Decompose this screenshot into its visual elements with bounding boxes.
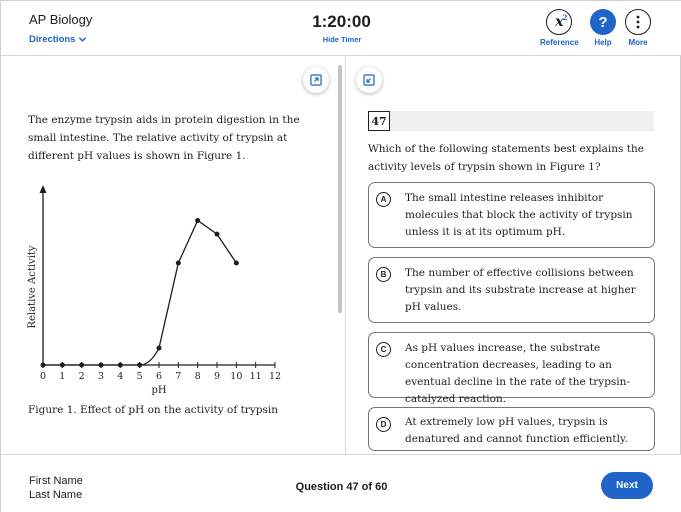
course-title: AP Biology <box>29 12 93 27</box>
x-tick-label: 5 <box>136 371 143 382</box>
figure-caption: Figure 1. Effect of pH on the activity of trypsin <box>28 404 278 416</box>
data-point <box>60 363 65 368</box>
chevron-down-icon <box>78 35 87 44</box>
x-tick-label: 10 <box>230 371 243 382</box>
y-axis-label: Relative Activity <box>27 245 38 329</box>
reference-button[interactable] <box>540 9 579 47</box>
data-point <box>118 363 123 368</box>
question-number-bar <box>368 111 654 131</box>
reference-glyph: x <box>555 14 564 30</box>
x-tick-label: 0 <box>39 371 47 382</box>
option-letter-a: A <box>376 192 391 207</box>
reference-superscript: 2 <box>562 13 568 22</box>
option-text-b: The number of effective collisions between trypsin and its substrate increase at higher pH values. <box>405 267 636 313</box>
x-tick-label: 9 <box>213 371 221 382</box>
header-bar <box>1 1 681 56</box>
data-point <box>157 346 162 351</box>
directions-toggle[interactable] <box>29 34 87 45</box>
option-letter-c: C <box>376 342 391 357</box>
help-icon <box>590 9 616 35</box>
more-button[interactable] <box>625 9 651 47</box>
expand-question-button[interactable] <box>356 67 382 93</box>
answer-option-d[interactable] <box>368 407 655 451</box>
help-label: Help <box>594 38 612 47</box>
x-tick-label: 8 <box>194 371 201 382</box>
footer-bar <box>1 454 681 512</box>
x-tick-label: 1 <box>59 371 66 382</box>
data-point <box>137 363 142 368</box>
answer-option-b[interactable] <box>368 257 655 323</box>
x-tick-label: 6 <box>155 371 163 382</box>
option-text-c: As pH values increase, the substrate concentration decreases, leading to an eventual decline in the rate of the trypsin-catalyzed reaction. <box>405 342 630 405</box>
data-point <box>41 363 46 368</box>
data-point <box>215 232 220 237</box>
trypsin-activity-chart <box>19 175 289 405</box>
data-point <box>195 218 200 223</box>
collapse-icon <box>363 74 375 86</box>
x-axis-label: pH <box>151 385 167 396</box>
expand-icon <box>310 74 322 86</box>
help-button[interactable] <box>590 9 616 47</box>
pane-divider[interactable] <box>345 57 346 454</box>
data-point <box>176 261 181 266</box>
activity-line <box>43 221 236 366</box>
question-prompt: Which of the following statements best explains the activity levels of trypsin shown in Figure 1? <box>368 143 644 173</box>
x-tick-label: 11 <box>249 371 262 382</box>
help-glyph: ? <box>598 13 608 31</box>
more-vertical-icon <box>625 9 651 35</box>
option-text-a: The small intestine releases inhibitor molecules that block the activity of trypsin unless it is at its optimum pH. <box>405 192 633 238</box>
question-pane <box>347 57 681 454</box>
expand-stimulus-button[interactable] <box>303 67 329 93</box>
stimulus-pane <box>1 57 337 454</box>
y-axis-arrow <box>40 185 47 193</box>
question-progress[interactable]: Question 47 of 60 <box>295 481 388 493</box>
data-point <box>79 363 84 368</box>
stimulus-text: The enzyme trypsin aids in protein digestion in the small intestine. The relative activity of trypsin at different pH values is shown in Figure 1. <box>28 114 300 162</box>
option-letter-d: D <box>376 417 391 432</box>
question-number: 47 <box>368 111 390 131</box>
option-text-d: At extremely low pH values, trypsin is denatured and cannot function efficiently. <box>405 416 628 445</box>
x-tick-label: 2 <box>78 371 85 382</box>
option-letter-b: B <box>376 267 391 282</box>
reference-label: Reference <box>540 38 579 47</box>
student-first-name: First Name <box>29 475 83 487</box>
answer-option-c[interactable] <box>368 332 655 405</box>
directions-label: Directions <box>29 34 76 45</box>
student-last-name: Last Name <box>29 489 83 501</box>
x-tick-label: 4 <box>117 371 124 382</box>
hide-timer-button[interactable]: Hide Timer <box>322 35 362 44</box>
x-tick-label: 12 <box>268 371 282 382</box>
more-label: More <box>628 38 648 47</box>
reference-icon <box>546 9 572 35</box>
data-point <box>99 363 104 368</box>
x-tick-label: 7 <box>175 371 182 382</box>
stimulus-scrollbar[interactable] <box>338 65 342 313</box>
exam-timer: 1:20:00 <box>312 12 371 31</box>
data-point <box>234 261 239 266</box>
answer-option-a[interactable] <box>368 182 655 248</box>
next-button[interactable]: Next <box>601 472 653 499</box>
x-tick-label: 3 <box>97 371 105 382</box>
